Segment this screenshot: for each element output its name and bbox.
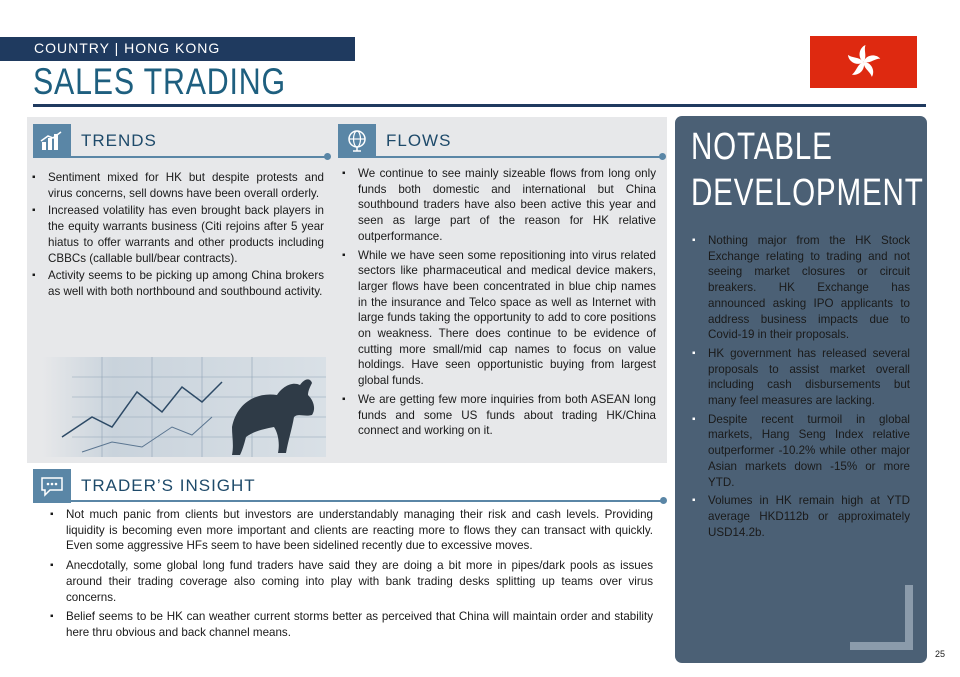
globe-icon — [338, 124, 376, 158]
flows-rule — [338, 156, 662, 158]
list-item: ▪ Anecdotally, some global long fund traders have said they are doing a bit more in pipes/dark pools as issues around their trading coverage also coming into play with bank trading desks splitting up teams over virus concerns. — [48, 558, 653, 605]
corner-bracket-horizontal — [850, 642, 913, 650]
list-item: ▪ Not much panic from clients but investors are understandably managing their risk and cash levels. Providing liquidity is becoming even more important and clients are reacting more to flows they can transact with quickly. Even some aggressive HFs seem to have been sidelined recently due to excessive moves. — [48, 507, 653, 554]
list-item: ▪ Activity seems to be picking up among China brokers as well with both northbound and southbound activity. — [30, 268, 324, 299]
page-title: SALES TRADING — [33, 61, 286, 102]
insight-header — [33, 469, 256, 503]
list-item: ▪ Sentiment mixed for HK but despite protests and virus concerns, sell downs have been overall orderly. — [30, 170, 324, 201]
list-item: ▪ Belief seems to be HK can weather current storms better as perceived that China will maintain order and stability here thru obvious and back channel means. — [48, 609, 653, 640]
notable-title — [691, 124, 924, 216]
page-number: 25 — [935, 649, 946, 659]
trends-heading: TRENDS — [81, 131, 157, 150]
list-item: ▪ We are getting few more inquiries from both ASEAN long funds and some US funds about trading HK/China connect and working on it. — [340, 392, 656, 439]
trends-rule — [33, 156, 327, 158]
notable-list — [690, 233, 910, 543]
insight-rule-dot — [660, 497, 667, 504]
list-item: ▪ Volumes in HK remain high at YTD average HKD112b or approximately USD14.2b. — [690, 493, 910, 540]
insight-heading: TRADER’S INSIGHT — [81, 476, 256, 495]
flows-rule-dot — [659, 153, 666, 160]
list-item: ▪ HK government has released several proposals to assist market overall including cash disbursements but many feel measures are lacking. — [690, 346, 910, 409]
trends-list — [30, 170, 324, 302]
list-item: ▪ We continue to see mainly sizeable flows from long only funds both domestic and international but China southbound traders have also been active this year and seen as large part of the reason for HK relative outperformance. — [340, 166, 656, 245]
country-label: COUNTRY | HONG KONG — [34, 40, 221, 56]
flows-list — [340, 166, 656, 442]
list-item: ▪ Despite recent turmoil in global markets, Hang Seng Index relative outperformer -10.2% while other major Asian markets down -15% or more YTD. — [690, 412, 910, 491]
list-item: ▪ Nothing major from the HK Stock Exchange relating to trading and not seeing market closures or circuit breakers. HK Exchange has announced asking IPO applicants to address business impacts due to Covid-19 in their proposals. — [690, 233, 910, 343]
bar-chart-icon — [33, 124, 71, 158]
trends-header — [33, 124, 157, 158]
insight-list — [48, 507, 653, 645]
insight-rule — [33, 500, 663, 502]
flows-header — [338, 124, 451, 158]
chat-bubble-icon — [33, 469, 71, 503]
trends-rule-dot — [324, 153, 331, 160]
notable-title-line1: NOTABLE — [691, 126, 833, 168]
list-item: ▪ Increased volatility has even brought back players in the equity warrants business (Citi rejoins after 5 year hiatus to offer warrants and other products including CBBCs (callable bull/bear contracts). — [30, 203, 324, 266]
flows-heading: FLOWS — [386, 131, 452, 150]
list-item: ▪ While we have seen some repositioning into virus related sectors like pharmaceutical and medical device makers, larger flows have been concentrated in blue chip names in the insurance and Telco space as well as Internet with large funds taking the opportunity to add to core positions on weakness. There does continue to be evidence of cutting more small/mid cap names to focus on value holdings. Have seen opportunistic buying from largest global funds. — [340, 248, 656, 389]
title-divider — [33, 104, 926, 107]
hong-kong-flag — [810, 36, 917, 88]
bauhinia-icon — [810, 36, 917, 88]
notable-title-line2: DEVELOPMENT — [691, 172, 924, 214]
market-bull-image — [42, 357, 326, 457]
corner-bracket-vertical — [905, 585, 913, 650]
